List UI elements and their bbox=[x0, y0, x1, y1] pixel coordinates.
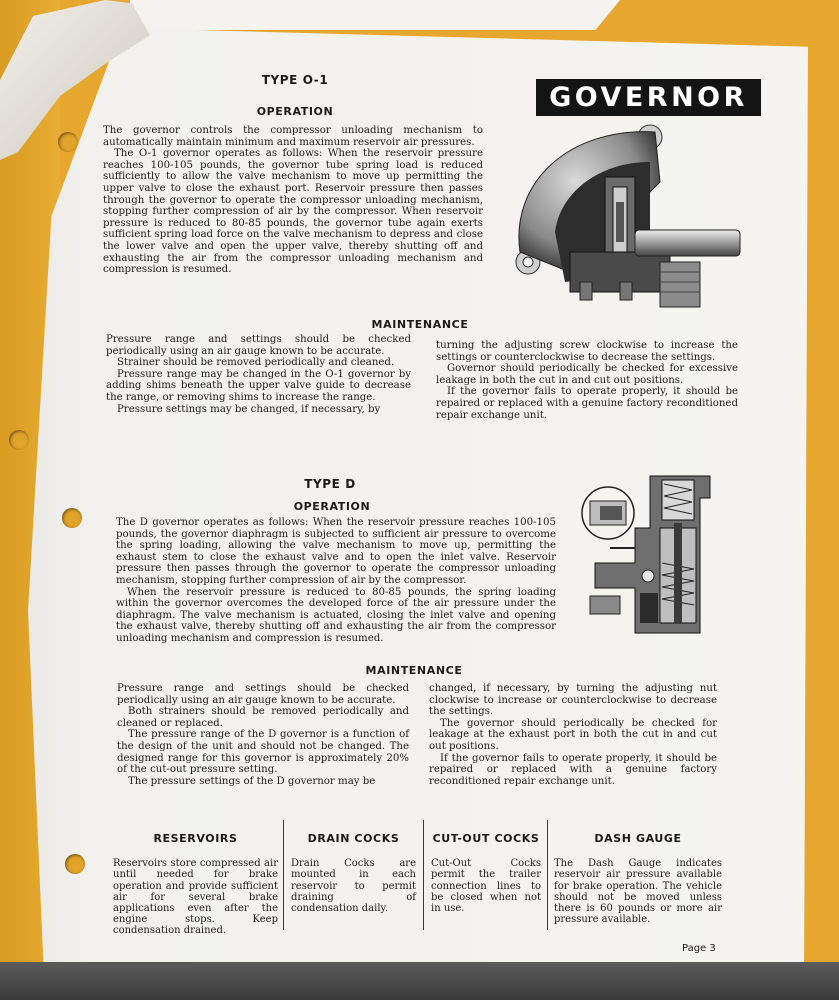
punch-hole bbox=[65, 854, 85, 874]
background-sheet bbox=[130, 0, 620, 30]
d-governor-illustration bbox=[580, 468, 720, 643]
type-o1-title: TYPE O-1 bbox=[261, 73, 329, 87]
reservoirs-column bbox=[113, 833, 278, 937]
o1-governor-illustration bbox=[510, 122, 750, 312]
o1-maint-para: turning the adjusting screw clockwise to increase the settings or counterclockwise to decrease the settings. bbox=[436, 340, 738, 363]
column-divider bbox=[547, 820, 548, 930]
d-maint-para: The pressure settings of the D governor may be bbox=[128, 775, 376, 787]
d-maint-para: The governor should periodically be checked for leakage at the exhaust port in both the cut in and cut out positions. bbox=[429, 717, 717, 752]
d-operation-text bbox=[116, 517, 556, 645]
d-maintenance-left bbox=[117, 683, 409, 787]
reservoirs-text: Reservoirs store compressed air until needed for brake operation and provide sufficient air for several brake applications even after the engine stops. Keep condensation drained. bbox=[113, 858, 278, 937]
d-maint-para: Pressure range and settings should be checked periodically using an air gauge known to be accurate. bbox=[117, 683, 409, 706]
d-maint-para: If the governor fails to operate properly, it should be repaired or replaced with a genuine factory reconditioned repair exchange unit. bbox=[429, 752, 717, 787]
dash-gauge-column bbox=[554, 833, 722, 925]
o1-maint-para: Pressure range may be changed in the O-1 governor by adding shims beneath the upper valve guide to decrease the range, or removing shims to increase the range. bbox=[106, 368, 411, 403]
punch-hole bbox=[9, 430, 29, 450]
cut-out-cocks-column bbox=[431, 833, 541, 914]
o1-maint-para: Pressure range and settings should be checked periodically using an air gauge known to be accurate. bbox=[106, 334, 411, 357]
o1-operation-text bbox=[103, 125, 483, 276]
d-operation-para: The D governor operates as follows: When the reservoir pressure reaches 100-105 pounds, the governor diaphragm is subjected to sufficient air pressure to overcome the spring loading, allowing the valve mechanism to move up, permitting the exhaust stem to close the exhaust valve and to open the inlet valve. Reservoir pressure then passes through the governor to operate the compressor unloading mechanism, stopping further compression of air by the compressor. bbox=[116, 517, 556, 586]
d-operation-para: When the reservoir pressure is reduced to 80-85 pounds, the spring loading within the governor overcomes the developed force of the air pressure under the diaphragm. The valve mechanism is actuated, closing the inlet valve and opening the exhaust valve, thereby shutting off and exhausting the air from the compressor unloading mechanism and compression is resumed. bbox=[116, 586, 556, 644]
d-maint-para: changed, if necessary, by turning the adjusting nut clockwise to increase or counterclockwise to decrease the settings. bbox=[429, 683, 717, 718]
o1-maintenance-right bbox=[436, 340, 738, 421]
drain-cocks-text: Drain Cocks are mounted in each reservoir to permit draining of condensation daily. bbox=[291, 858, 416, 915]
governor-banner: GOVERNOR bbox=[536, 79, 761, 116]
dash-gauge-heading: DASH GAUGE bbox=[594, 832, 682, 845]
table-edge bbox=[0, 962, 839, 1000]
d-maint-para: The pressure range of the D governor is a function of the design of the unit and should not be changed. The designed range for this governor is approximately 20% of the cut-out pressure setting. bbox=[117, 729, 409, 776]
column-divider bbox=[283, 820, 284, 930]
o1-maint-para: Pressure settings may be changed, if necessary, by bbox=[117, 403, 381, 415]
o1-operation-para: The O-1 governor operates as follows: When the reservoir pressure reaches 100-105 pounds, the governor tube spring load is reduced sufficiently to allow the valve mechanism to move up permitting the upper valve to close the exhaust port. Reservoir pressure then passes through the governor to operate the compressor unloading mechanism, stopping further compression of air by the compressor. When reservoir pressure is reduced to 80-85 pounds, the governor tube again exerts sufficient spring load force on the valve mechanism to depress and close the lower valve and open the upper valve, thereby shutting off and exhausting the air from the compressor unloading mechanism and compression is resumed. bbox=[103, 148, 483, 276]
o1-operation-heading: OPERATION bbox=[256, 105, 334, 118]
d-maint-para: Both strainers should be removed periodically and cleaned or replaced. bbox=[117, 706, 409, 729]
cut-out-cocks-heading: CUT-OUT COCKS bbox=[432, 832, 540, 845]
type-d-title: TYPE D bbox=[304, 477, 356, 491]
punch-hole bbox=[58, 132, 78, 152]
o1-operation-para: The governor controls the compressor unloading mechanism to automatically maintain minimum and maximum reservoir air pressures. bbox=[103, 125, 483, 148]
o1-maint-para: Strainer should be removed periodically and cleaned. bbox=[117, 357, 395, 369]
page-number: Page 3 bbox=[682, 943, 716, 954]
d-maintenance-heading: MAINTENANCE bbox=[365, 664, 463, 677]
d-operation-heading: OPERATION bbox=[293, 500, 371, 513]
dash-gauge-text: The Dash Gauge indicates reservoir air pressure available for brake operation. The vehicle should not be moved unless there is 60 pounds or more air pressure available. bbox=[554, 858, 722, 926]
d-maintenance-right bbox=[429, 683, 717, 787]
o1-maint-para: If the governor fails to operate properly, it should be repaired or replaced with a genuine factory reconditioned repair exchange unit. bbox=[436, 386, 738, 421]
o1-maintenance-left bbox=[106, 334, 411, 415]
o1-maint-para: Governor should periodically be checked for excessive leakage in both the cut in and cut out positions. bbox=[436, 363, 738, 386]
o1-maintenance-heading: MAINTENANCE bbox=[371, 318, 469, 331]
drain-cocks-heading: DRAIN COCKS bbox=[307, 832, 400, 845]
column-divider bbox=[423, 820, 424, 930]
punch-hole bbox=[62, 508, 82, 528]
reservoirs-heading: RESERVOIRS bbox=[153, 832, 238, 845]
cut-out-cocks-text: Cut-Out Cocks permit the trailer connection lines to be closed when not in use. bbox=[431, 858, 541, 915]
drain-cocks-column bbox=[291, 833, 416, 914]
